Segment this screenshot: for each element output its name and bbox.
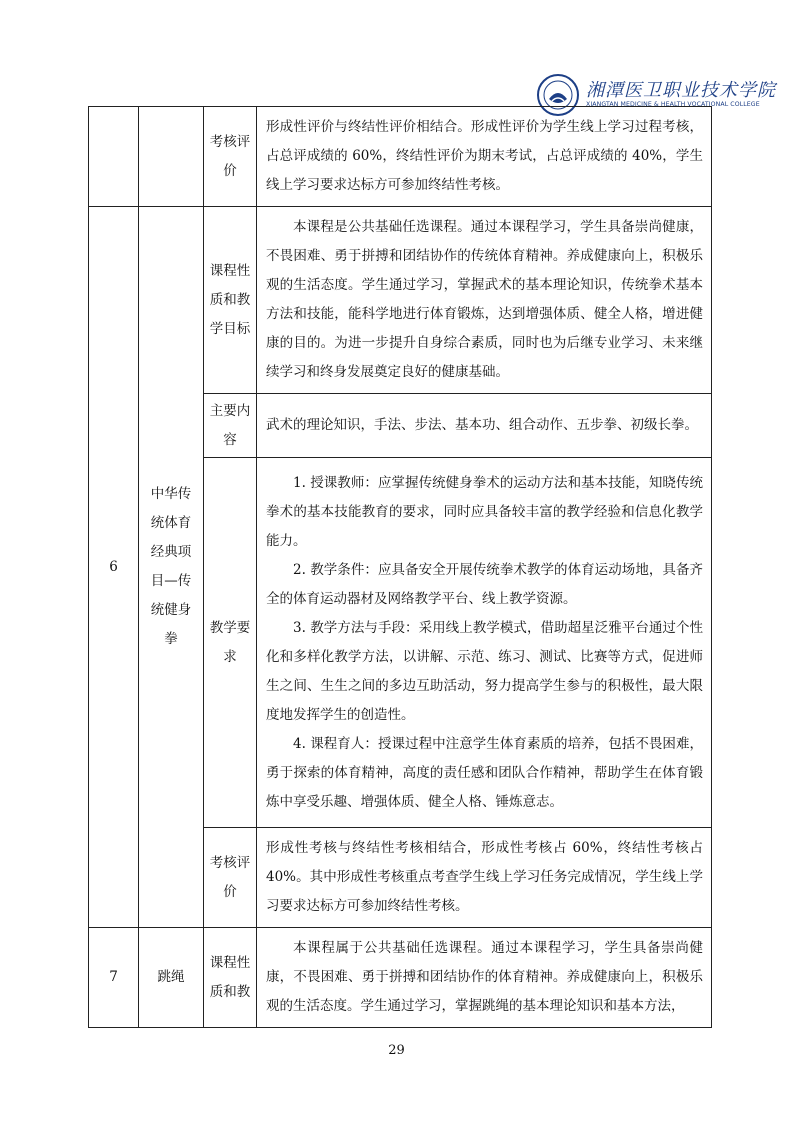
req-item: 3. 教学方法与手段：采用线上教学模式，借助超星泛雅平台通过个性化和多样化教学方法，以讲解、示范、练习、测试、比赛等方式，促进师生之间、生生之间的多边互助活动，努力提高学生参与的积极性，最大限度地发挥学生的创造性。: [266, 619, 703, 723]
row-label: 考核评价: [204, 828, 257, 928]
req-item: 1. 授课教师：应掌握传统健身拳术的运动方法和基本技能，知晓传统拳术的基本技能教育的要求，同时应具备较丰富的教学经验和信息化教学能力。: [266, 474, 703, 549]
row-label: 主要内容: [204, 394, 257, 458]
number-cell: [89, 107, 139, 207]
row-content: [257, 928, 712, 1028]
course-name: 中华传统体育经典项目—传统健身拳: [139, 207, 204, 928]
content-text: 武术的理论知识，手法、步法、基本功、组合动作、五步拳、初级长拳。: [266, 417, 698, 433]
assess-text: 形成性考核与终结性考核相结合，形成性考核占 60%，终结性考核占 40%。其中形成性考核重点考查学生线上学习任务完成情况，学生线上学习要求达标方可参加终结性考核。: [266, 840, 703, 914]
row-content: [257, 828, 712, 928]
row-label: 考核评价: [204, 107, 257, 207]
page-number: 29: [388, 1043, 405, 1058]
nature-text: 本课程属于公共基础任选课程。通过本课程学习，学生具备崇尚健康，不畏困难、勇于拼搏和团结协作的体育精神。养成健康向上，积极乐观的生活态度。学生通过学习，掌握跳绳的基本理论知识和基本方法，: [266, 940, 703, 1014]
course-table: [88, 106, 712, 1028]
course-number: 6: [89, 207, 139, 928]
row-label: 教学要求: [204, 458, 257, 828]
row-label: 课程性质和教: [204, 928, 257, 1028]
row-content: [257, 458, 712, 828]
school-name-cn: 湘潭医卫职业技术学院: [586, 80, 776, 101]
nature-text: 本课程是公共基础任选课程。通过本课程学习，学生具备崇尚健康，不畏困难、勇于拼搏和团结协作的传统体育精神。养成健康向上，积极乐观的生活态度。学生通过学习，掌握武术的基本理论知识，传统拳术基本方法和技能，能科学地进行体育锻炼，达到增强体质、健全人格，增进健康的目的。为进一步提升自身综合素质，同时也为后继专业学习、未来继续学习和终身发展奠定良好的健康基础。: [266, 219, 703, 380]
assess-text: 形成性评价与终结性评价相结合。形成性评价为学生线上学习过程考核，占总评成绩的 60%，终结性评价为期末考试，占总评成绩的 40%，学生线上学习要求达标方可参加终结性考核。: [266, 119, 703, 193]
school-name-en: XIANGTAN MEDICINE & HEALTH VOCATIONAL COLLEGE: [586, 101, 760, 108]
table-row: [89, 107, 712, 207]
table-row: [89, 928, 712, 1028]
table-row: [89, 207, 712, 394]
req-item: 2. 教学条件：应具备安全开展传统拳术教学的体育运动场地，具备齐全的体育运动器材及网络教学平台、线上教学资源。: [266, 561, 703, 607]
req-item: 4. 课程育人：授课过程中注意学生体育素质的培养，包括不畏困难，勇于探索的体育精神，高度的责任感和团队合作精神，帮助学生在体育锻炼中享受乐趣、增强体质、健全人格、锤炼意志。: [266, 735, 703, 810]
row-content: [257, 207, 712, 394]
row-content: [257, 107, 712, 207]
course-name: 跳绳: [139, 928, 204, 1028]
row-label: 课程性质和教学目标: [204, 207, 257, 394]
name-cell: [139, 107, 204, 207]
row-content: [257, 394, 712, 458]
course-number: 7: [89, 928, 139, 1028]
